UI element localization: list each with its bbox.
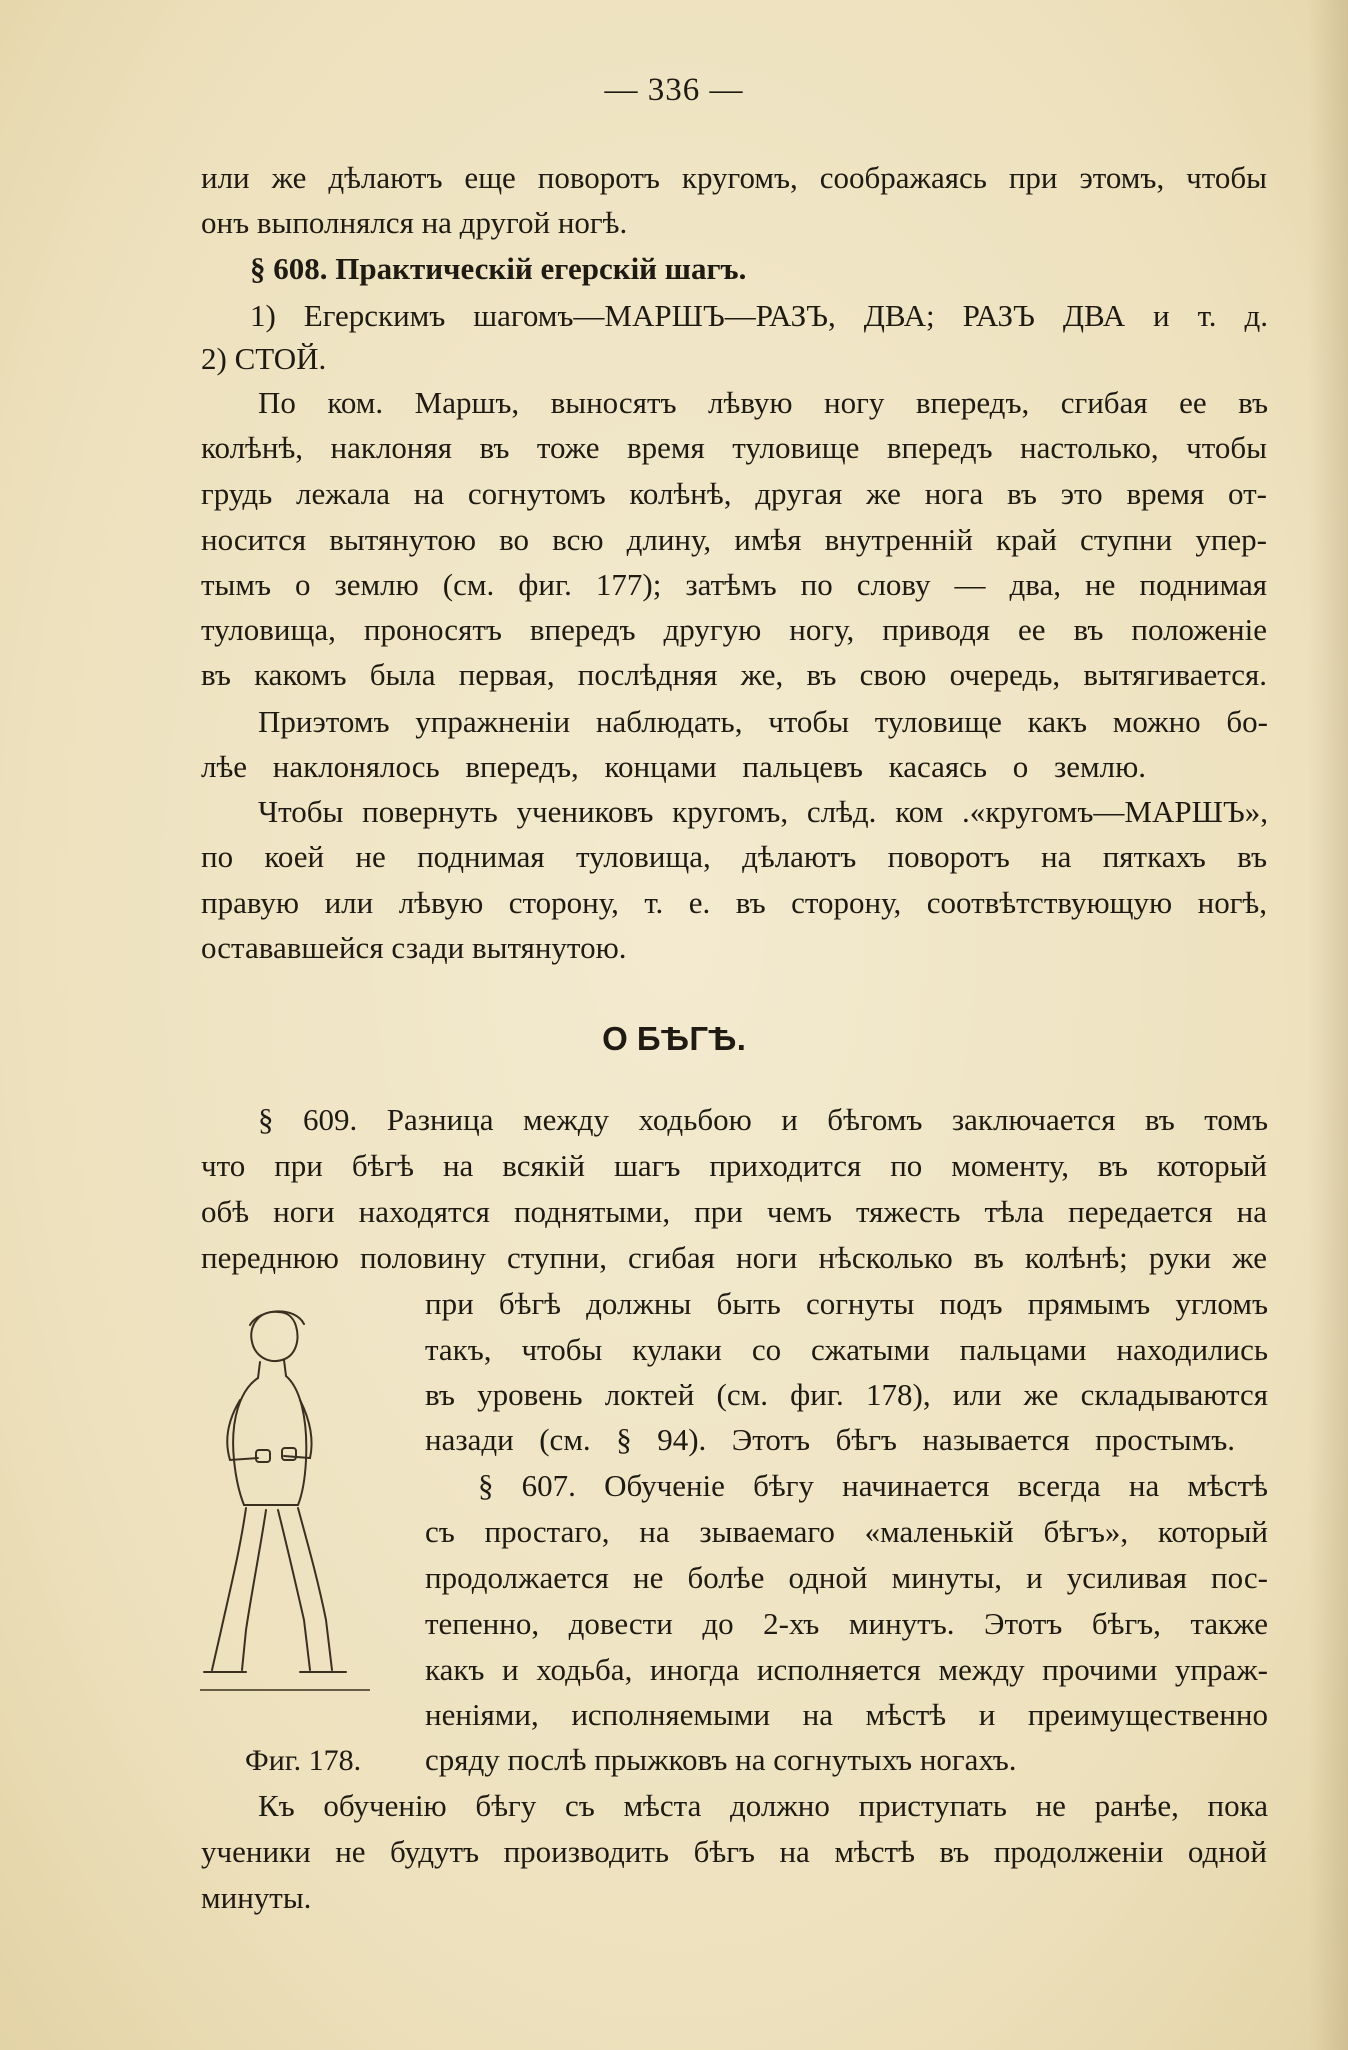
text-line: тымъ о землю (см. фиг. 177); затѣмъ по слову — два, не поднимая — [201, 567, 1267, 602]
text-line: съ простаго, на зываемаго «маленькій бѣгъ», который — [425, 1514, 1268, 1549]
text-line: онъ выполнялся на другой ногѣ. — [201, 205, 628, 240]
text-line: неніями, исполняемыми на мѣстѣ и преимущественно — [425, 1697, 1268, 1732]
text-line: тепенно, довести до 2-хъ минутъ. Этотъ бѣгъ, также — [425, 1606, 1268, 1641]
page-number: — 336 — — [604, 72, 744, 108]
text-line: такъ, чтобы кулаки со сжатыми пальцами находились — [425, 1332, 1268, 1367]
text-line: что при бѣгѣ на всякій шагъ приходится по моменту, въ который — [201, 1148, 1267, 1183]
text-line: въ уровень локтей (см. фиг. 178), или же складываются — [425, 1377, 1268, 1412]
text-line: или же дѣлаютъ еще поворотъ кругомъ, соображаясь при этомъ, чтобы — [201, 160, 1267, 195]
text-line: носится вытянутою во всю длину, имѣя внутренній край ступни упер- — [201, 522, 1267, 557]
text-line: туловища, проносятъ впередъ другую ногу, приводя ее въ положеніе — [201, 612, 1267, 647]
text-line: колѣнѣ, наклоняя въ тоже время туловище впередъ настолько, чтобы — [201, 430, 1267, 465]
section-608-title: § 608. Практическій егерскій шагъ. — [250, 251, 747, 286]
text-line: 1) Егерскимъ шагомъ—МАРШЪ—РАЗЪ, ДВА; РАЗЪ ДВА и т. д. — [250, 298, 1268, 333]
text-line: правую или лѣвую сторону, т. е. въ сторону, соотвѣтствующую ногѣ, — [201, 885, 1267, 920]
text-line: Приэтомъ упражненіи наблюдать, чтобы туловище какъ можно бо- — [258, 704, 1268, 739]
text-line: остававшейся сзади вытянутою. — [201, 930, 627, 965]
text-line: при бѣгѣ должны быть согнуты подъ прямымъ угломъ — [425, 1286, 1268, 1321]
section-heading: О БѢГѢ. — [602, 1020, 746, 1057]
text-line: Чтобы повернуть учениковъ кругомъ, слѣд. ком .«кругомъ—МАРШЪ», — [258, 794, 1268, 829]
text-line: продолжается не болѣе одной минуты, и усиливая пос- — [425, 1560, 1268, 1595]
text-line: § 609. Разница между ходьбою и бѣгомъ заключается въ томъ — [258, 1102, 1268, 1137]
text-line: Къ обученію бѣгу съ мѣста должно приступать не ранѣе, пока — [258, 1788, 1268, 1823]
text-line: грудь лежала на согнутомъ колѣнѣ, другая же нога въ это время от- — [201, 476, 1267, 511]
text-line: сряду послѣ прыжковъ на согнутыхъ ногахъ. — [425, 1742, 1017, 1777]
text-line: по коей не поднимая туловища, дѣлаютъ поворотъ на пяткахъ въ — [201, 839, 1267, 874]
text-line: По ком. Маршъ, выносятъ лѣвую ногу впередъ, сгибая ее въ — [258, 385, 1268, 420]
text-line: ученики не будутъ производить бѣгъ на мѣстѣ въ продолженіи одной — [201, 1834, 1267, 1869]
figure-178-illustration — [200, 1300, 370, 1700]
text-line: 2) СТОЙ. — [201, 341, 327, 376]
text-line: назади (см. § 94). Этотъ бѣгъ называется простымъ. — [425, 1422, 1235, 1457]
text-line: переднюю половину ступни, сгибая ноги нѣсколько въ колѣнѣ; руки же — [201, 1240, 1267, 1275]
text-line: минуты. — [201, 1880, 312, 1915]
text-line: какъ и ходьба, иногда исполняется между прочими упраж- — [425, 1652, 1268, 1687]
text-line: § 607. Обученіе бѣгу начинается всегда на мѣстѣ — [478, 1468, 1268, 1503]
text-line: въ какомъ была первая, послѣдняя же, въ свою очередь, вытягивается. — [201, 657, 1267, 692]
figure-caption: Фиг. 178. — [245, 1744, 362, 1777]
text-line: обѣ ноги находятся поднятыми, при чемъ тяжесть тѣла передается на — [201, 1194, 1267, 1229]
text-line: лѣе наклонялось впередъ, концами пальцевъ касаясь о землю. — [201, 749, 1146, 784]
